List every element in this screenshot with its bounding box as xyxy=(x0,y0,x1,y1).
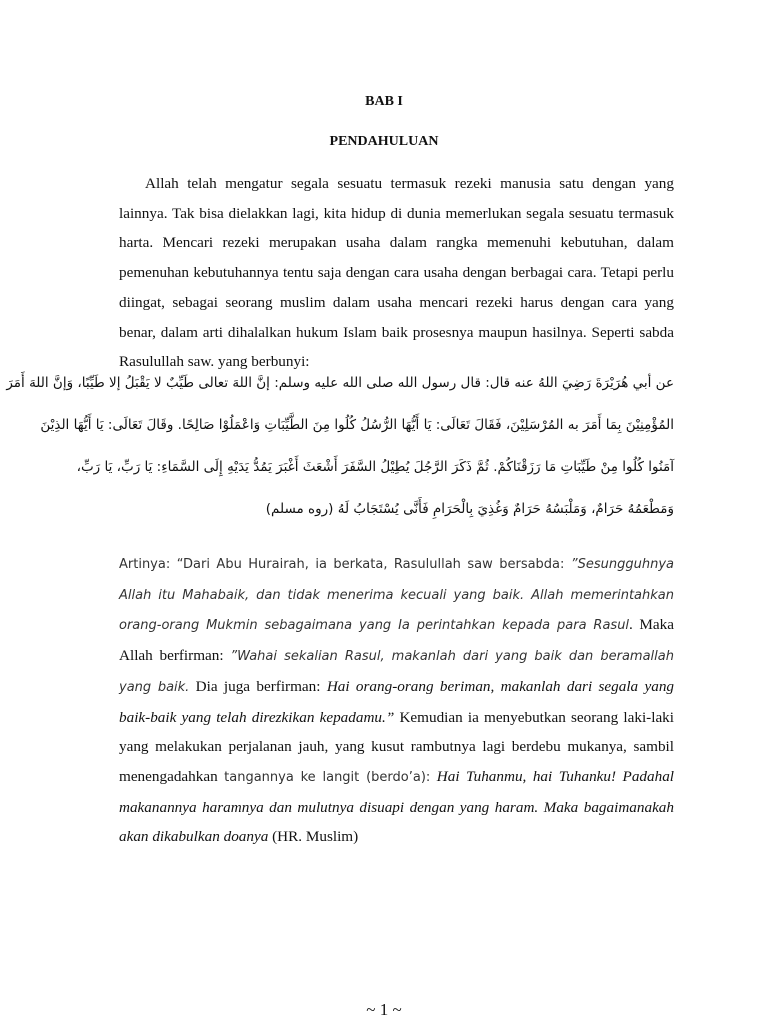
hadith-arabic-line-3: آمَنُوا كُلُوا مِنْ طَيِّبَاتِ مَا رَزَقْنَاكُمْ. ثُمَّ ذَكَرَ الرَّجُلَ يُطِيْلُ السَّفَرَ أَشْعَثَ أَغْبَرَ يَمُدُّ يَدَيْهِ إِلَى السَّمَاءِ: يَا رَبِّ، يَا رَبِّ، xyxy=(76,459,674,475)
translation-text-4: tangannya ke langit (berdo’a): xyxy=(224,769,431,785)
translation-text-1: . Maka Allah berfirman: xyxy=(119,616,674,665)
hadith-arabic-line-1: عن أبي هُرَيْرَةَ رَضِيَ اللهُ عنه قال: قال رسول الله صلى الله عليه وسلم: إنَّ اللهَ تعالى طَيِّبٌ لا يَقْبَلُ إلا طَيِّبًا، وَإنَّ اللهَ أَمَرَ xyxy=(6,375,674,391)
translation-quote-3: Hai orang-orang beriman, makanlah dari segala yang baik-baik yang telah direzkikan kepadamu.” xyxy=(119,677,675,726)
page-number: ~ 1 ~ xyxy=(366,1000,402,1019)
translation-text-5: (HR. Muslim) xyxy=(268,828,359,846)
translation-quote-4: Hai Tuhanmu, hai Tuhanku! Padahal makanannya haramnya dan mulutnya disuapi dengan yang haram. Maka bagaimanakah akan dikabulkan doanya xyxy=(119,767,675,846)
translation-text-2: Dia juga berfirman: xyxy=(189,677,327,695)
section-title: PENDAHULUAN xyxy=(329,134,439,149)
translation-quote-1: ”Sesungguhnya Allah itu Mahabaik, dan tidak menerima kecuali yang baik. Allah memerintahkan orang-orang Mukmin sebagaimana yang Ia perintahkan kepada para Rasul xyxy=(119,557,674,634)
intro-text: Allah telah mengatur segala sesuatu termasuk rezeki manusia satu dengan yang lainnya. Tak bisa dielakkan lagi, kita hidup di dunia memerlukan segala sesuatu termasuk harta. Mencari rezeki merupakan usaha dalam rangka memenuhi kebutuhan, dalam pemenuhan kebutuhannya tentu saja dengan cara usaha dengan berbagai cara. Tetapi perlu diingat, sebagai seorang muslim dalam usaha mencari rezeki harus dengan cara yang benar, dalam arti dihalalkan hukum Islam baik prosesnya maupun hasilnya. Seperti sabda Rasulullah saw. yang berbunyi: xyxy=(119,175,674,371)
hadith-arabic-line-4: وَمَطْعَمُهُ حَرَامٌ، وَمَلْبَسُهُ حَرَامٌ وَغُذِيَ بِالْحَرَامِ فَأَنَّى يُسْتَجَابُ لَهُ (روه مسلم) xyxy=(265,501,674,517)
translation-quote-2: ”Wahai sekalian Rasul, makanlah dari yang baik dan beramallah yang baik. xyxy=(119,649,674,695)
hadith-arabic-line-2: المُؤْمِنِيْنَ بِمَا أَمَرَ به المُرْسَلِيْنَ، فَقَالَ تَعَالَى: يَا أَيُّهَا الرُّسُلُ كُلُوا مِنَ الطَّيِّبَاتِ وَاعْمَلُوْا صَالِحًا. وقَالَ تَعَالَى: يَا أَيُّهَا الذِيْنَ xyxy=(40,417,674,433)
intro-paragraph xyxy=(119,169,674,377)
translation-paragraph xyxy=(119,549,674,852)
translation-text-3: Kemudian ia menyebutkan seorang laki-laki yang melakukan perjalanan jauh, yang kusut rambutnya lagi berdebu mukanya, sambil menengadahkan xyxy=(119,708,674,785)
translation-lead: Artinya: “Dari Abu Hurairah, ia berkata, Rasulullah saw bersabda: xyxy=(119,557,571,572)
chapter-heading: BAB I xyxy=(365,94,403,109)
